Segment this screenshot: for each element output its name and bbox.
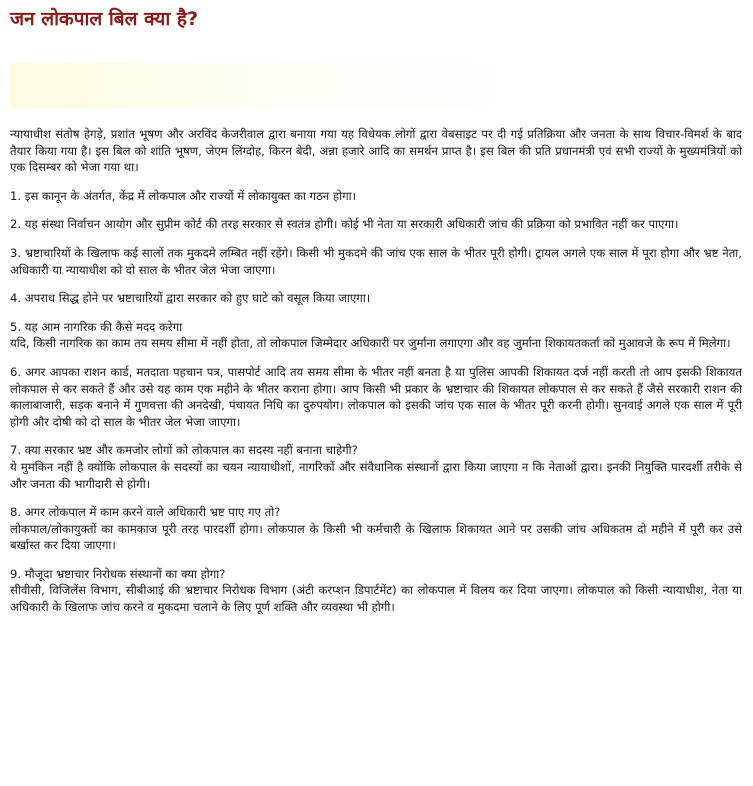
point-8-answer: लोकपाल/लोकायुक्तों का कामकाज पूरी तरह पारदर्शी होगा। लोकपाल के किसी भी कर्मचारी के खिलाफ शिकायत आने पर उसकी जांच अधिकतम दो महीने में पूरी कर उसे बर्खास्त कर दिया जाएगा।	[10, 521, 742, 553]
point-4: 4. अपराध सिद्ध होने पर भ्रष्टाचारियों द्वारा सरकार को हुए घाटे को वसूल किया जाएगा।	[10, 291, 371, 306]
point-2: 2. यह संस्था निर्वाचन आयोग और सुप्रीम कोर्ट की तरह सरकार से स्वतंत्र होगी। कोई भी नेता या सरकारी अधिकारी जांच की प्रक्रिया को प्रभावित नहीं कर पाएगा।	[10, 217, 679, 232]
point-3: 3. भ्रष्टाचारियों के खिलाफ कई सालों तक मुकदमे लम्बित नहीं रहेंगे। किसी भी मुकदमे की जांच एक साल के भीतर पूरी होगी। ट्रायल अगले एक साल में पूरा होगा और भ्रष्ट नेता, अधिकारी या न्यायाधीश को दो साल के भीतर जेल भेजा जाएगा।	[10, 245, 742, 277]
article-body	[10, 126, 742, 628]
point-5	[10, 319, 742, 352]
point-6: 6. अगर आपका राशन कार्ड, मतदाता पहचान पत्र, पासपोर्ट आदि तय समय सीमा के भीतर नहीं बनता है या पुलिस आपकी शिकायत दर्ज नहीं करती तो आप इसकी शिकायत लोकपाल से कर सकते हैं और उसे यह काम एक महीने के भीतर कराना होगा। आप किसी भी प्रकार के भ्रष्टाचार की शिकायत लोकपाल से कर सकते हैं जैसे सरकारी राशन की कालाबाजारी, सड़क बनाने में गुणवत्ता की अनदेखी, पंचायत निधि का दुरुपयोग। लोकपाल को इसकी जांच एक साल के भीतर पूरी करनी होगी। सुनवाई अगले एक साल में पूरी होगी और दोषी को दो साल के भीतर जेल भेजा जाएगा।	[10, 364, 742, 429]
point-8-question: 8. अगर लोकपाल में काम करने वाले अधिकारी भ्रष्ट पाए गए तो?	[10, 505, 281, 520]
point-7	[10, 442, 742, 492]
point-7-question: 7. क्या सरकार भ्रष्ट और कमजोर लोगों को लोकपाल का सदस्य नहीं बनाना चाहेगी?	[10, 443, 358, 458]
point-5-answer: यदि, किसी नागरिक का काम तय समय सीमा में नहीं होता, तो लोकपाल जिम्मेदार अधिकारी पर जुर्माना लगाएगा और वह जुर्माना शिकायतकर्ता को मुआवजे के रूप में मिलेगा।	[10, 336, 731, 351]
point-9-question: 9. मौजूदा भ्रष्टाचार निरोधक संस्थानों का क्या होगा?	[10, 566, 226, 581]
point-9-answer: सीवीसी, विजिलेंस विभाग, सीबीआई की भ्रष्टाचार निरोधक विभाग (अंटी करप्शन डिपार्टमेंट) का लोकपाल में विलय कर दिया जाएगा। लोकपाल को किसी न्यायाधीश, नेता या अधिकारी के खिलाफ जांच करने व मुकदमा चलाने के लिए पूर्ण शक्ति और व्यवस्था भी होगी।	[10, 583, 742, 615]
point-9	[10, 566, 742, 616]
point-5-question: 5. यह आम नागरिक की कैसे मदद करेगा	[10, 319, 183, 334]
point-8	[10, 504, 742, 554]
point-1: 1. इस कानून के अंतर्गत, केंद्र में लोकपाल और राज्यों में लोकायुक्त का गठन होगा।	[10, 188, 357, 203]
intro-paragraph: न्यायाधीश संतोष हेगड़े, प्रशांत भूषण और अरविंद केजरीवाल द्वारा बनाया गया यह विधेयक लोगों द्वारा वेबसाइट पर दी गई प्रतिक्रिया और जनता के साथ विचार-विमर्श के बाद तैयार किया गया है। इस बिल को शांति भूषण, जेएम लिंग्दोह, किरन बेदी, अन्ना हजारे आदि का समर्थन प्राप्त है। इस बिल की प्रति प्रधानमंत्री एवं सभी राज्यों के मुख्यमंत्रियों को एक दिसम्बर को भेजा गया था।	[10, 127, 742, 175]
point-7-answer: ये मुमकिन नहीं है क्योंकि लोकपाल के सदस्यों का चयन न्यायाधीशों, नागरिकों और संवैधानिक संस्थानों द्वारा किया जाएगा न कि नेताओं द्वारा। इनकी नियुक्ति पारदर्शी तरीके से और जनता की भागीदारी से होगी।	[10, 459, 742, 491]
page-title: जन लोकपाल बिल क्या है?	[10, 8, 198, 30]
faded-banner-image	[10, 62, 730, 108]
